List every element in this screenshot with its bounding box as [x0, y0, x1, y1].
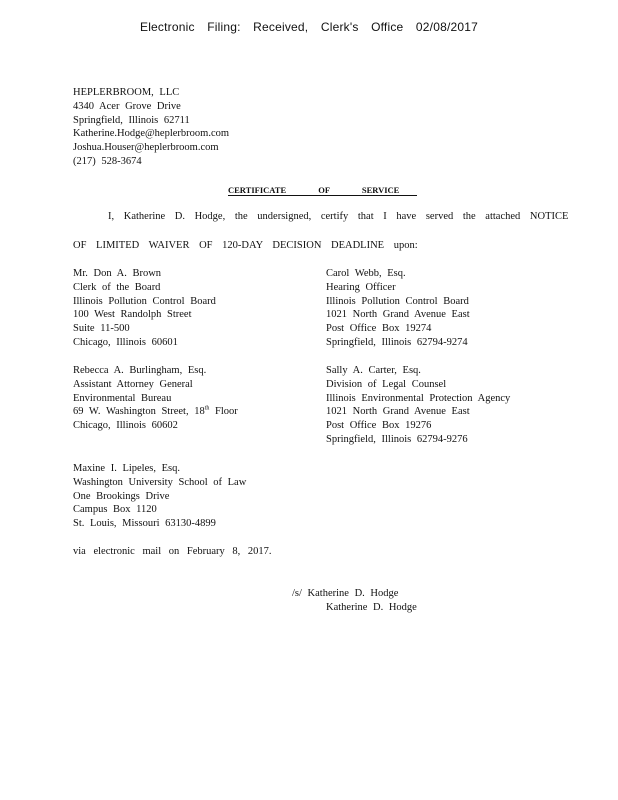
- recipient-line: Post Office Box 19276: [326, 420, 432, 432]
- recipient-line: Maxine I. Lipeles, Esq.: [73, 463, 180, 474]
- recipient-line: Post Office Box 19274: [326, 323, 432, 335]
- recipient-line: Chicago, Illinois 60602: [73, 420, 178, 432]
- recipient-line: Carol Webb, Esq.: [326, 268, 406, 279]
- recipient-line: Campus Box 1120: [73, 504, 157, 516]
- recipient-lipeles: [73, 462, 246, 531]
- recipient-burlingham: [73, 364, 238, 433]
- recipient-line: One Brookings Drive: [73, 490, 170, 502]
- certificate-body-line-2: OF LIMITED WAIVER OF 120-DAY DECISION DEADLINE upon:: [73, 240, 418, 251]
- recipient-line: Environmental Bureau: [73, 392, 172, 404]
- ordinal-suffix: th: [204, 405, 210, 412]
- certificate-body-line-1: I, Katherine D. Hodge, the undersigned, certify that I have served the attached NOTICE: [108, 211, 569, 222]
- recipient-line: Chicago, Illinois 60601: [73, 336, 178, 348]
- floor-text: Floor: [209, 406, 238, 418]
- street-text: 69 W. Washington Street, 18: [73, 406, 205, 418]
- sender-address: [73, 86, 229, 169]
- recipient-line: Hearing Officer: [326, 281, 396, 293]
- delivery-method: via electronic mail on February 8, 2017.: [73, 546, 272, 557]
- email-hodge: Katherine.Hodge@heplerbroom.com: [73, 128, 230, 140]
- recipient-brown: [73, 267, 216, 350]
- recipient-line: 1021 North Grand Avenue East: [326, 406, 470, 418]
- recipient-line: Springfield, Illinois 62794-9276: [326, 433, 468, 445]
- recipient-carter: [326, 364, 510, 447]
- recipient-line: Assistant Attorney General: [73, 378, 193, 390]
- recipient-line: Washington University School of Law: [73, 476, 247, 488]
- filing-header: Electronic Filing: Received, Clerk's Office 02/08/2017: [139, 20, 478, 34]
- signer-name: Katherine D. Hodge: [326, 601, 417, 613]
- recipient-webb: [326, 267, 470, 350]
- recipient-line: Illinois Pollution Control Board: [326, 295, 469, 307]
- recipient-line: Rebecca A. Burlingham, Esq.: [73, 365, 207, 376]
- recipient-line: Illinois Pollution Control Board: [73, 295, 216, 307]
- email-houser: Joshua.Houser@heplerbroom.com: [73, 142, 219, 154]
- recipient-line: Sally A. Carter, Esq.: [326, 365, 421, 376]
- electronic-signature: /s/ Katherine D. Hodge: [292, 588, 399, 599]
- firm-name: HEPLERBROOM, LLC: [73, 87, 180, 98]
- recipient-line: Suite 11-500: [73, 323, 130, 335]
- firm-city: Springfield, Illinois 62711: [73, 114, 190, 126]
- recipient-line: [73, 405, 238, 419]
- certificate-title: CERTIFICATE OF SERVICE: [228, 185, 417, 196]
- recipient-line: 1021 North Grand Avenue East: [326, 309, 470, 321]
- firm-street: 4340 Acer Grove Drive: [73, 100, 181, 112]
- recipient-line: Mr. Don A. Brown: [73, 268, 162, 279]
- recipient-line: Clerk of the Board: [73, 281, 161, 293]
- recipient-line: 100 West Randolph Street: [73, 309, 192, 321]
- recipient-line: Illinois Environmental Protection Agency: [326, 392, 511, 404]
- firm-phone: (217) 528-3674: [73, 155, 142, 167]
- recipient-line: Division of Legal Counsel: [326, 378, 447, 390]
- signature-block: [292, 587, 417, 615]
- recipient-line: St. Louis, Missouri 63130-4899: [73, 518, 216, 530]
- recipient-line: Springfield, Illinois 62794-9274: [326, 336, 468, 348]
